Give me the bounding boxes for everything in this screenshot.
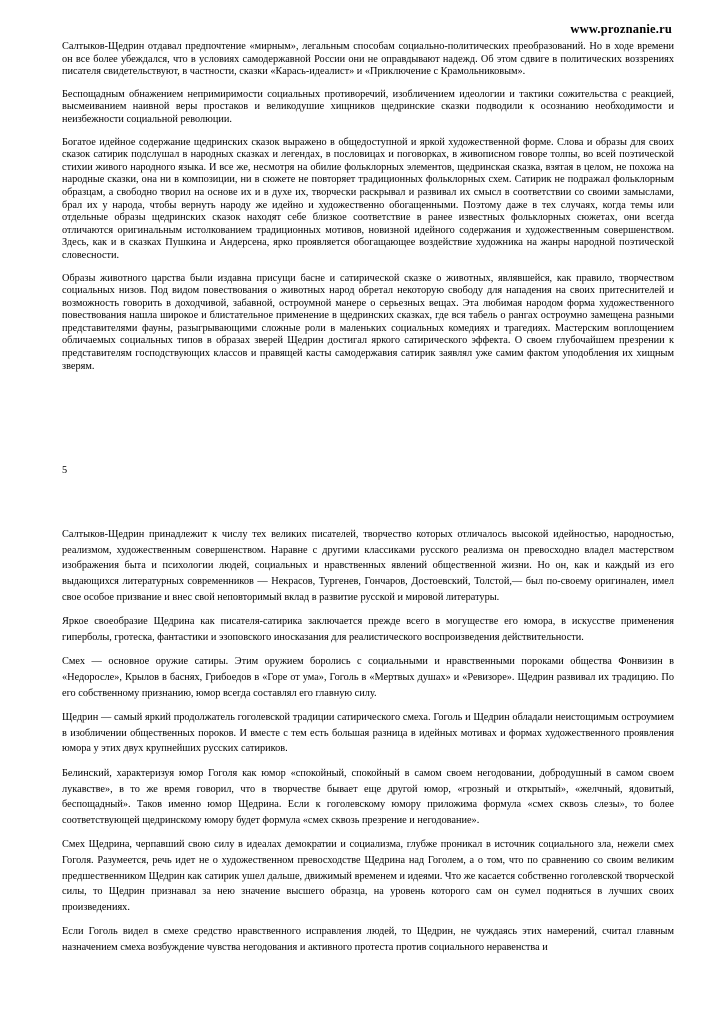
site-url: www.proznanie.ru — [570, 22, 672, 36]
paragraph: Салтыков-Щедрин отдавал предпочтение «мирным», легальным способам социально-политических преобразований. Но в ходе времени он все более убеждался, что в условиях самодержавной России они не оправдывают надежд. Об этом сдвиге в политических воззрениях писателя свидетельствуют, в частности, сказки «Карась-идеалист» и «Приключение с Крамольниковым». — [62, 41, 674, 78]
paragraph: Если Гоголь видел в смехе средство нравственного исправления людей, то Щедрин, не чуждаясь этих намерений, считал главным назначением смеха возбуждение чувства негодования и активного протеста против социального неравенства и — [62, 926, 674, 953]
paragraph: Смех — основное оружие сатиры. Этим оружием боролись с социальными и нравственными пороками общества Фонвизин в «Недоросле», Крылов в баснях, Грибоедов в «Горе от ума», Гоголь в «Мертвых душах» и «Ревизоре». Щедрин развивал их традицию. По его собственному признанию, юмор всегда составлял его главную силу. — [62, 656, 674, 699]
paragraph: Образы животного царства были издавна присущи басне и сатирической сказке о животных, являвшейся, как правило, творчеством социальных низов. Под видом повествования о животных народ обретал некоторую свободу для нападения на своих притеснителей и возможность говорить в доходчивой, забавной, остроумной манере о серьезных вещах. Эта любимая народом форма художественного повествования нашла широкое и блистательное применение в щедринских сказках, где вся табель о рангах остроумно замещена разными представителями фауны, разыгрывающими сложные роли в маленьких социальных комедиях и трагедиях. Мастерским воплощением обличаемых социальных типов в образах зверей Щедрин достигал яркого сатирического эффекта. О своем глубочайшем презрении к представителям господствующих классов и правящей касты самодержавия сатирик заявлял уже самим фактом уподобления их хищным зверям. — [62, 272, 674, 372]
paragraph: Белинский, характеризуя юмор Гоголя как юмор «спокойный, спокойный в самом своем негодовании, добродушный в самом своем лукавстве», в то же время говорил, что в творчестве бывает еще другой юмор, «грозный и открытый», «желчный, ядовитый, беспощадный». Таков именно юмор Щедрина. Если к гоголевскому юмору приложима формула «смех сквозь слезы», то более соответствующей щедринскому юмору будет формула «смех сквозь презрение и негодование». — [62, 767, 674, 826]
paragraph: Богатое идейное содержание щедринских сказок выражено в общедоступной и яркой художественной форме. Слова и образы для своих сказок сатирик подслушал в народных сказках и легендах, в пословицах и поговорках, в живописном говоре толпы, во всей поэтической стихии живого народного языка. И все же, несмотря на обилие фольклорных элементов, щедринская сказка, взятая в целом, не похожа на народные сказки, она ни в композиции, ни в сюжете не повторяет традиционных фольклорных схем. Сатирик не подражал фольклорным образцам, а свободно творил на основе их и в духе их, творчески раскрывал и развивал их смысл в соответствии со своими замыслами, брал их у народа, чтобы вернуть народу же идейно и художественно обогащенными. Поэтому даже в тех случаях, когда темы или отдельные образы щедринских сказок находят себе близкое соответствие в ранее известных фольклорных сюжетах, они всегда отличаются оригинальным истолкованием традиционных мотивов, новизной идейного содержания и художественным совершенством. Здесь, как и в сказках Пушкина и Андерсена, ярко проявляется обогащающее воздействие художника на жанры народной поэтической словесности. — [62, 136, 674, 261]
paragraph: Салтыков-Щедрин принадлежит к числу тех великих писателей, творчество которых отличалось высокой идейностью, народностью, реализмом, художественным совершенством. Наравне с другими классиками русского реализма он превосходно владел мастерством изображения быта и психологии людей, социальных и нравственных явлений общественной жизни. Но он, как и каждый из его выдающихся литературных современников — Некрасов, Тургенев, Гончаров, Достоевский, Толстой,— был по-своему оригинален, имел свое особое призвание и внес свой неповторимый вклад в развитие русской и мировой литературы. — [62, 529, 674, 603]
paragraph: Яркое своеобразие Щедрина как писателя-сатирика заключается прежде всего в могуществе его юмора, в искусстве применения гиперболы, гротеска, фантастики и эзоповского иносказания для реалистического воспроизведения действительности. — [62, 616, 674, 643]
page-number: 5 — [62, 465, 68, 477]
paragraph: Беспощадным обнажением непримиримости социальных противоречий, изобличением идеологии и тактики сожительства с реакцией, высмеиванием наивной веры простаков и великодушие хищников щедринские сказки подводили к осознанию необходимости и неизбежности социальной революции. — [62, 88, 674, 125]
paragraph: Щедрин — самый яркий продолжатель гоголевской традиции сатирического смеха. Гоголь и Щедрин обладали неистощимым остроумием в изобличении общественных пороков. И вместе с тем есть большая разница в идейных мотивах и формах художественного проявления юмора у этих двух крупнейших русских сатириков. — [62, 712, 674, 755]
paragraph: Смех Щедрина, черпавший свою силу в идеалах демократии и социализма, глубже проникал в источник социального зла, нежели смех Гоголя. Разумеется, речь идет не о художественном превосходстве Щедрина над Гоголем, а о том, что по сравнению со своим великим предшественником Щедрин как сатирик ушел дальше, движимый временем и идеями. Что же касается собственно гоголевской творческой силы, то Щедрин признавал за нею значение высшего образца, на уровень которого сам он сумел подняться в лучших своих произведениях. — [62, 839, 674, 913]
